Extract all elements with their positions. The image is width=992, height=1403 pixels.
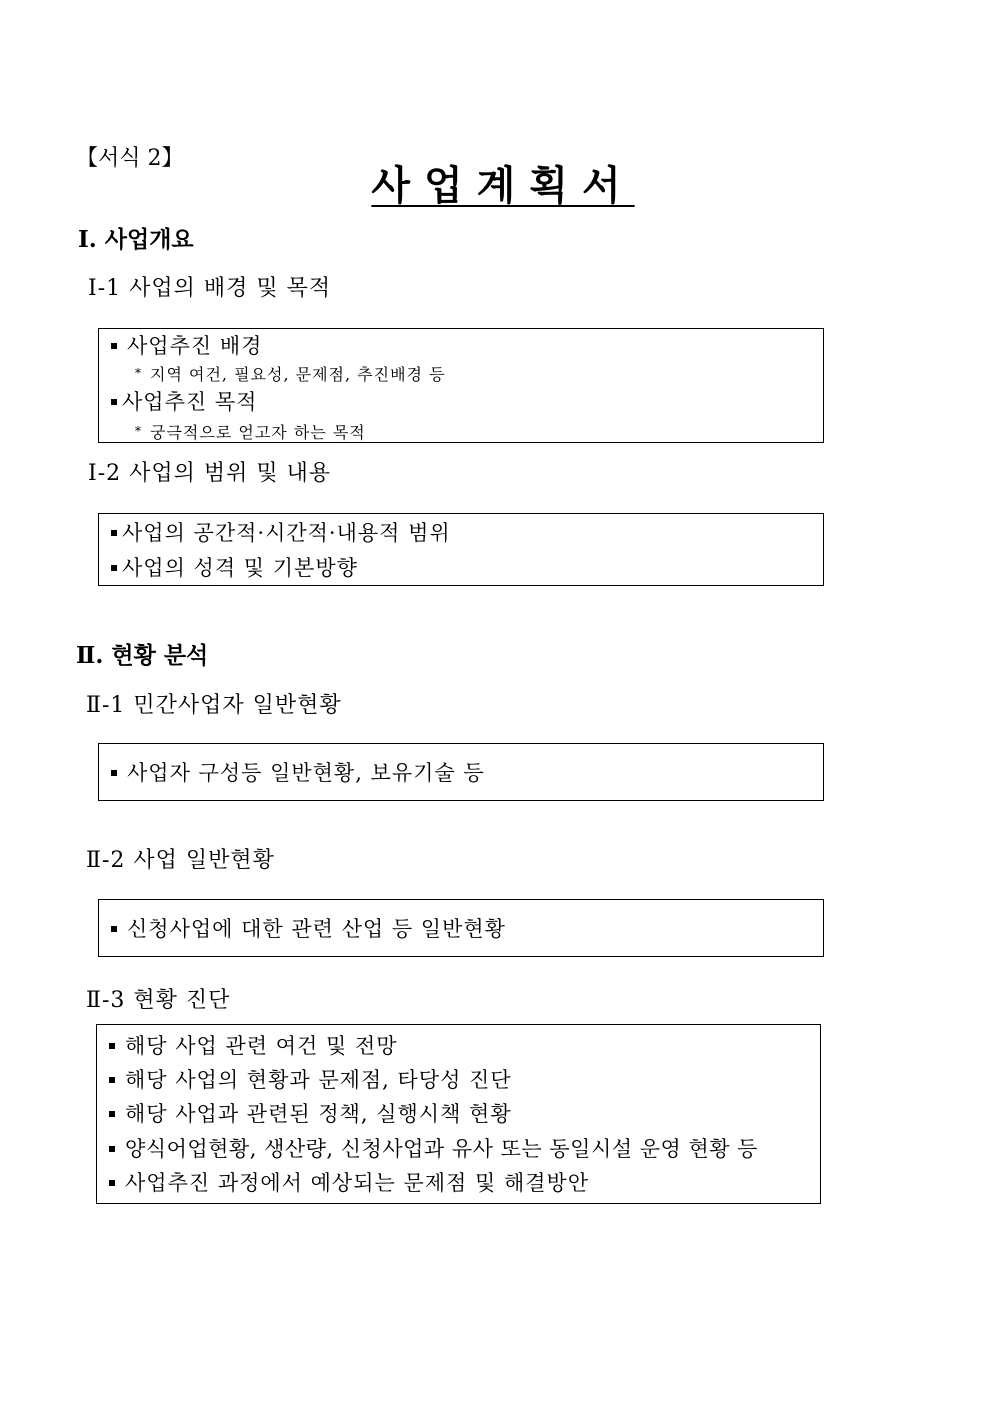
bullet-icon <box>109 1146 115 1152</box>
form-label: 【서식 2】 <box>76 146 184 171</box>
list-item: 해당 사업 관련 여건 및 전망 <box>109 1030 398 1060</box>
content-box-2-2 <box>98 899 824 957</box>
subsection-heading-1-2: Ⅰ-2 사업의 범위 및 내용 <box>88 461 332 486</box>
list-item: 사업추진 목적 <box>111 386 257 416</box>
note-item: * 지역 여건, 필요성, 문제점, 추진배경 등 <box>135 365 446 384</box>
bullet-icon <box>111 565 117 571</box>
bullet-icon <box>109 1111 115 1117</box>
content-box-2-1 <box>98 743 824 801</box>
document-title: 사업계획서 <box>371 163 635 209</box>
subsection-heading-2-3: Ⅱ-3 현황 진단 <box>86 988 231 1013</box>
list-item: 신청사업에 대한 관련 산업 등 일반현황 <box>111 913 506 943</box>
list-item: 사업자 구성등 일반현황, 보유기술 등 <box>111 757 485 787</box>
content-box-2-3 <box>96 1024 821 1204</box>
subsection-heading-2-2: Ⅱ-2 사업 일반현황 <box>86 848 275 873</box>
asterisk-icon: * <box>135 366 142 380</box>
bullet-icon <box>111 530 117 536</box>
bullet-icon <box>111 343 117 349</box>
subsection-heading-1-1: Ⅰ-1 사업의 배경 및 목적 <box>88 276 332 301</box>
asterisk-icon: * <box>135 424 142 438</box>
section-heading-overview: Ⅰ. 사업개요 <box>78 226 194 253</box>
content-box-1-2 <box>98 513 824 586</box>
list-item: 해당 사업의 현황과 문제점, 타당성 진단 <box>109 1064 512 1094</box>
list-item: 양식어업현황, 생산량, 신청사업과 유사 또는 동일시설 운영 현황 등 <box>109 1133 758 1163</box>
bullet-icon <box>109 1043 115 1049</box>
bullet-icon <box>111 399 117 405</box>
list-item: 사업의 공간적·시간적·내용적 범위 <box>111 517 451 547</box>
list-item: 사업추진 배경 <box>111 330 262 360</box>
list-item: 사업의 성격 및 기본방향 <box>111 552 358 582</box>
note-item: * 궁극적으로 얻고자 하는 목적 <box>135 423 366 442</box>
bullet-icon <box>111 770 117 776</box>
bullet-icon <box>109 1180 115 1186</box>
list-item: 해당 사업과 관련된 정책, 실행시책 현황 <box>109 1098 512 1128</box>
section-heading-analysis: Ⅱ. 현황 분석 <box>76 642 209 669</box>
list-item: 사업추진 과정에서 예상되는 문제점 및 해결방안 <box>109 1167 589 1197</box>
subsection-heading-2-1: Ⅱ-1 민간사업자 일반현황 <box>86 693 342 718</box>
content-box-1-1 <box>98 328 824 443</box>
bullet-icon <box>109 1077 115 1083</box>
bullet-icon <box>111 926 117 932</box>
